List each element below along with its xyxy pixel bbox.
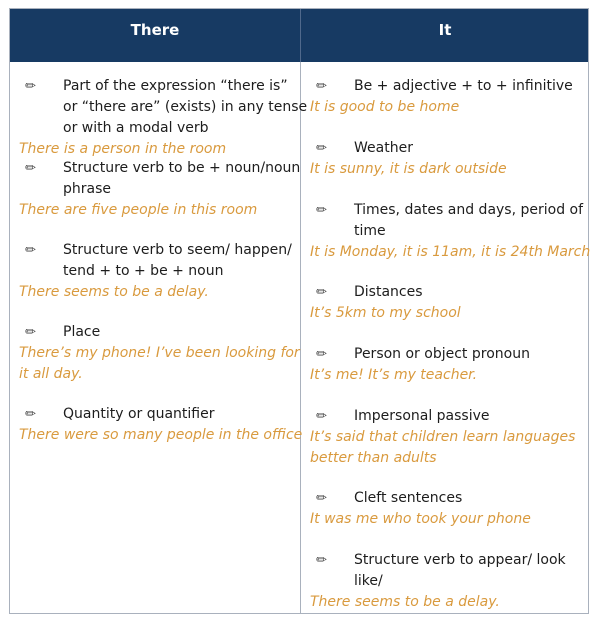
rule-text: Structure verb to be + noun/noun [63,160,301,176]
there-entry [10,158,300,221]
rule-line [10,76,300,97]
rule-text: Quantity or quantifier [63,406,215,422]
there-entry [10,240,300,303]
rule-text: like/ [354,573,383,589]
it-entry [301,344,589,386]
rule-line [10,97,308,118]
rule-text: Distances [354,284,423,300]
rule-text: Place [63,324,101,340]
rule-text: Person or object pronoun [354,346,530,362]
there-entry [10,404,303,446]
rule-line [10,118,300,139]
example-text: It’s 5km to my school [310,305,461,321]
rule-line [301,550,589,571]
rule-line [10,240,300,261]
rule-text: tend + to + be + noun [63,263,224,279]
rule-text: Structure verb to appear/ look [354,552,566,568]
rule-line [301,488,589,509]
rule-line [301,200,589,221]
example-text: It was me who took your phone [310,511,531,527]
it-entry [301,76,589,118]
rule-text: or with a modal verb [63,120,209,136]
rule-text: Impersonal passive [354,408,490,424]
pencil-icon: ✏ [316,347,327,362]
example-text: It is Monday, it is 11am, it is 24th March [310,244,591,260]
pencil-icon: ✏ [25,161,36,176]
rule-line [301,406,589,427]
example-text: better than adults [310,450,437,466]
pencil-icon: ✏ [316,491,327,506]
rule-text: Be + adjective + to + infinitive [354,78,573,94]
example-text: It is good to be home [310,99,460,115]
pencil-icon: ✏ [316,141,327,156]
it-entry [301,406,589,469]
rule-line [301,138,589,159]
rule-text: Weather [354,140,413,156]
header-it: It [438,21,452,39]
rule-text: time [354,223,386,239]
example-text: It is sunny, it is dark outside [310,161,507,177]
pencil-icon: ✏ [25,243,36,258]
pencil-icon: ✏ [316,553,327,568]
example-text: There is a person in the room [19,141,227,157]
it-entry [301,282,589,324]
table-header [10,9,588,62]
pencil-icon: ✏ [316,79,327,94]
rule-line [301,221,589,242]
rule-line [10,158,300,179]
rule-line [301,76,589,97]
pencil-icon: ✏ [316,409,327,424]
example-text: It’s me! It’s my teacher. [310,367,478,383]
rule-line [10,261,300,282]
it-entry [301,488,589,530]
rule-line [10,322,300,343]
example-text: There’s my phone! I’ve been looking for [19,345,300,361]
pencil-icon: ✏ [316,285,327,300]
there-entry [10,76,308,160]
example-text: It’s said that children learn languages [310,429,576,445]
header-there: There [130,21,180,39]
pencil-icon: ✏ [25,79,36,94]
there-it-table [9,8,589,614]
example-text: it all day. [19,366,83,382]
it-entry [301,550,589,613]
rule-text: Structure verb to seem/ happen/ [63,242,292,258]
example-text: There were so many people in the office [19,427,303,443]
rule-text: Part of the expression “there is” [63,78,288,94]
rule-line [301,282,589,303]
it-entry [301,138,589,180]
pencil-icon: ✏ [25,325,36,340]
example-text: There seems to be a delay. [310,594,500,610]
pencil-icon: ✏ [25,407,36,422]
rule-line [10,404,300,425]
rule-line [10,179,300,200]
rule-line [301,571,589,592]
rule-text: or “there are” (exists) in any tense [63,99,308,115]
rule-text: Times, dates and days, period of [354,202,584,218]
pencil-icon: ✏ [316,203,327,218]
there-entry [10,322,300,385]
rule-text: Cleft sentences [354,490,463,506]
rule-text: phrase [63,181,112,197]
example-text: There seems to be a delay. [19,284,209,300]
it-entry [301,200,589,263]
example-text: There are five people in this room [19,202,258,218]
rule-line [301,344,589,365]
